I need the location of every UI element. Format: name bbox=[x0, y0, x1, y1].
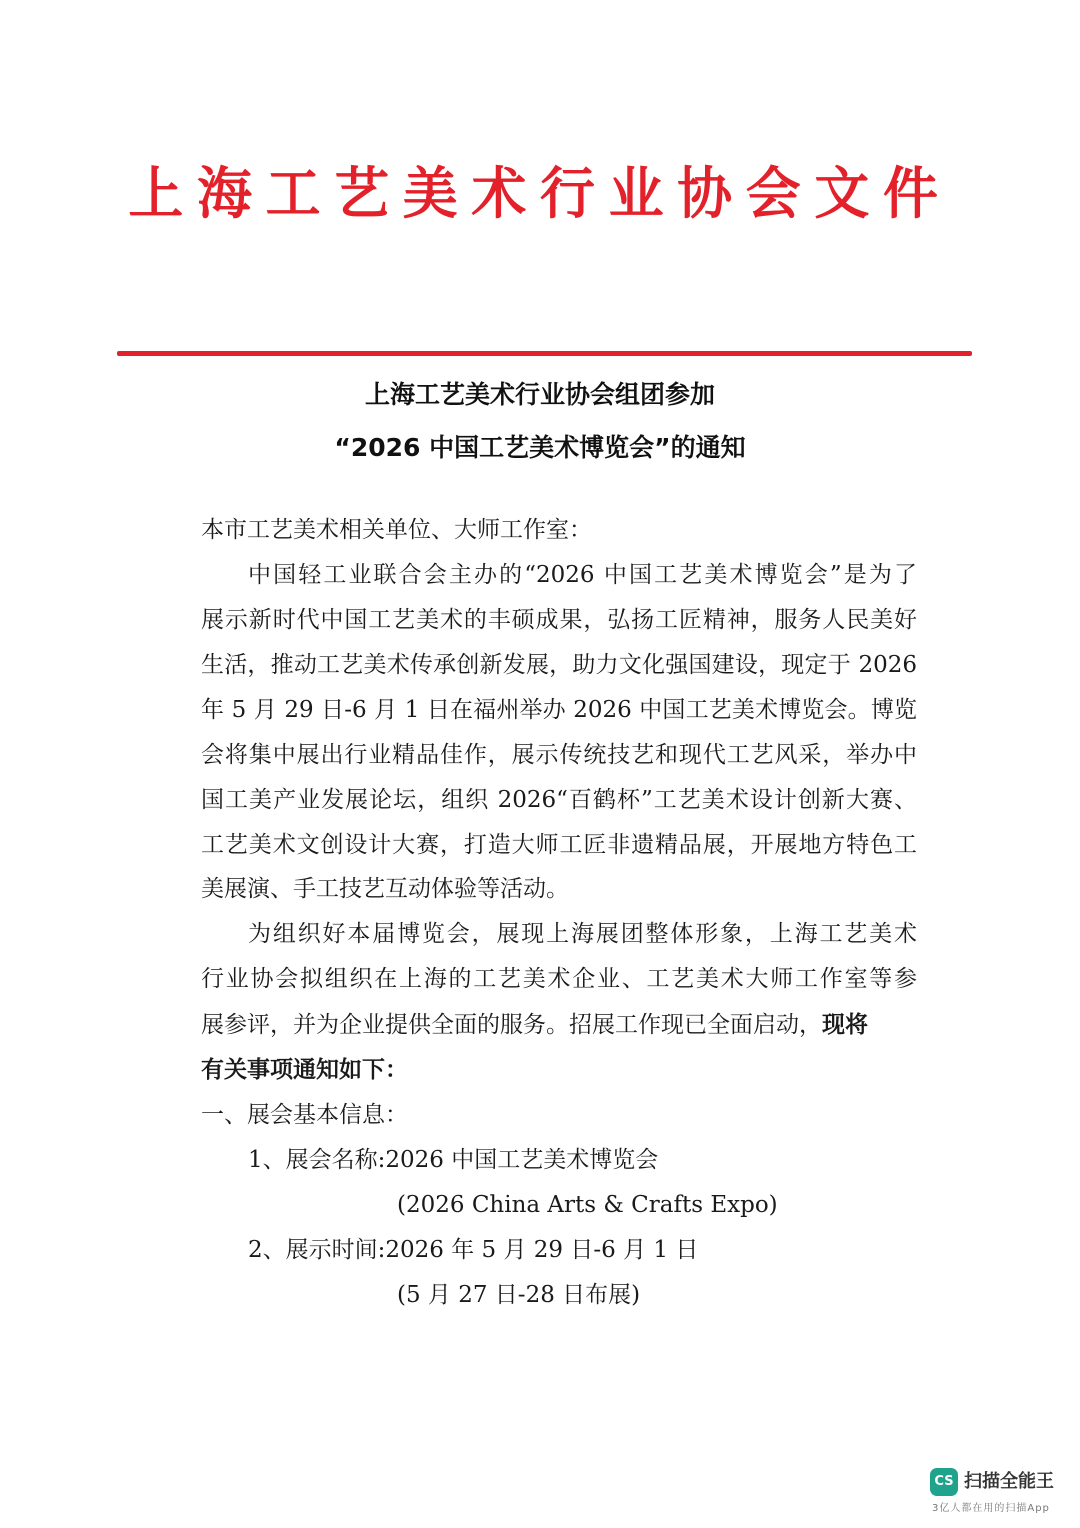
letterhead-red-rule bbox=[117, 351, 972, 356]
paragraph-1-line: 展示新时代中国工艺美术的丰硕成果，弘扬工匠精神，服务人民美好 bbox=[201, 607, 917, 633]
salutation: 本市工艺美术相关单位、大师工作室： bbox=[201, 517, 592, 543]
notice-title-line-1: 上海工艺美术行业协会组团参加 bbox=[364, 380, 715, 409]
scanner-tagline: 3亿人都在用的扫描App bbox=[932, 1503, 1050, 1514]
letterhead-title: 上海工艺美术行业协会文件 bbox=[128, 162, 952, 227]
section-1-heading: 一、展会基本信息： bbox=[201, 1102, 408, 1128]
paragraph-2-text: 展参评，并为企业提供全面的服务。招展工作现已全面启动， bbox=[201, 1012, 822, 1038]
item-setup-time: (5 月 27 日-28 日布展) bbox=[397, 1282, 641, 1308]
scanner-app-name: 扫描全能王 bbox=[964, 1471, 1054, 1492]
paragraph-2-line: 行业协会拟组织在上海的工艺美术企业、工艺美术大师工作室等参 bbox=[201, 966, 917, 992]
item-exhibition-name: 1、展会名称:2026 中国工艺美术博览会 bbox=[248, 1147, 659, 1173]
paragraph-2-bold-line: 有关事项通知如下： bbox=[201, 1056, 408, 1083]
paragraph-1-line: 中国轻工业联合会主办的“2026 中国工艺美术博览会”是为了 bbox=[248, 562, 917, 588]
paragraph-1-line: 会将集中展出行业精品佳作，展示传统技艺和现代工艺风采，举办中 bbox=[201, 742, 917, 768]
paragraph-1-line: 美展演、手工技艺互动体验等活动。 bbox=[201, 876, 569, 902]
camscanner-logo-icon: CS bbox=[930, 1468, 958, 1496]
paragraph-1-line: 工艺美术文创设计大赛，打造大师工匠非遗精品展，开展地方特色工 bbox=[201, 832, 917, 858]
paragraph-2-bold-lead: 现将 bbox=[822, 1011, 868, 1038]
paragraph-1-line: 年 5 月 29 日-6 月 1 日在福州举办 2026 中国工艺美术博览会。博览 bbox=[201, 697, 917, 723]
item-exhibition-name-english: (2026 China Arts & Crafts Expo) bbox=[397, 1192, 778, 1218]
item-exhibition-time: 2、展示时间:2026 年 5 月 29 日-6 月 1 日 bbox=[248, 1237, 699, 1263]
paragraph-1-line: 生活，推动工艺美术传承创新发展，助力文化强国建设，现定于 2026 bbox=[201, 652, 917, 678]
paragraph-1-line: 国工美产业发展论坛，组织 2026“百鹤杯”工艺美术设计创新大赛、 bbox=[201, 787, 917, 813]
notice-title-line-2: “2026 中国工艺美术博览会”的通知 bbox=[334, 433, 746, 462]
paragraph-2-line: 为组织好本届博览会，展现上海展团整体形象，上海工艺美术 bbox=[248, 921, 917, 947]
paragraph-2-line bbox=[201, 1010, 868, 1040]
scanner-watermark bbox=[930, 1466, 1070, 1516]
